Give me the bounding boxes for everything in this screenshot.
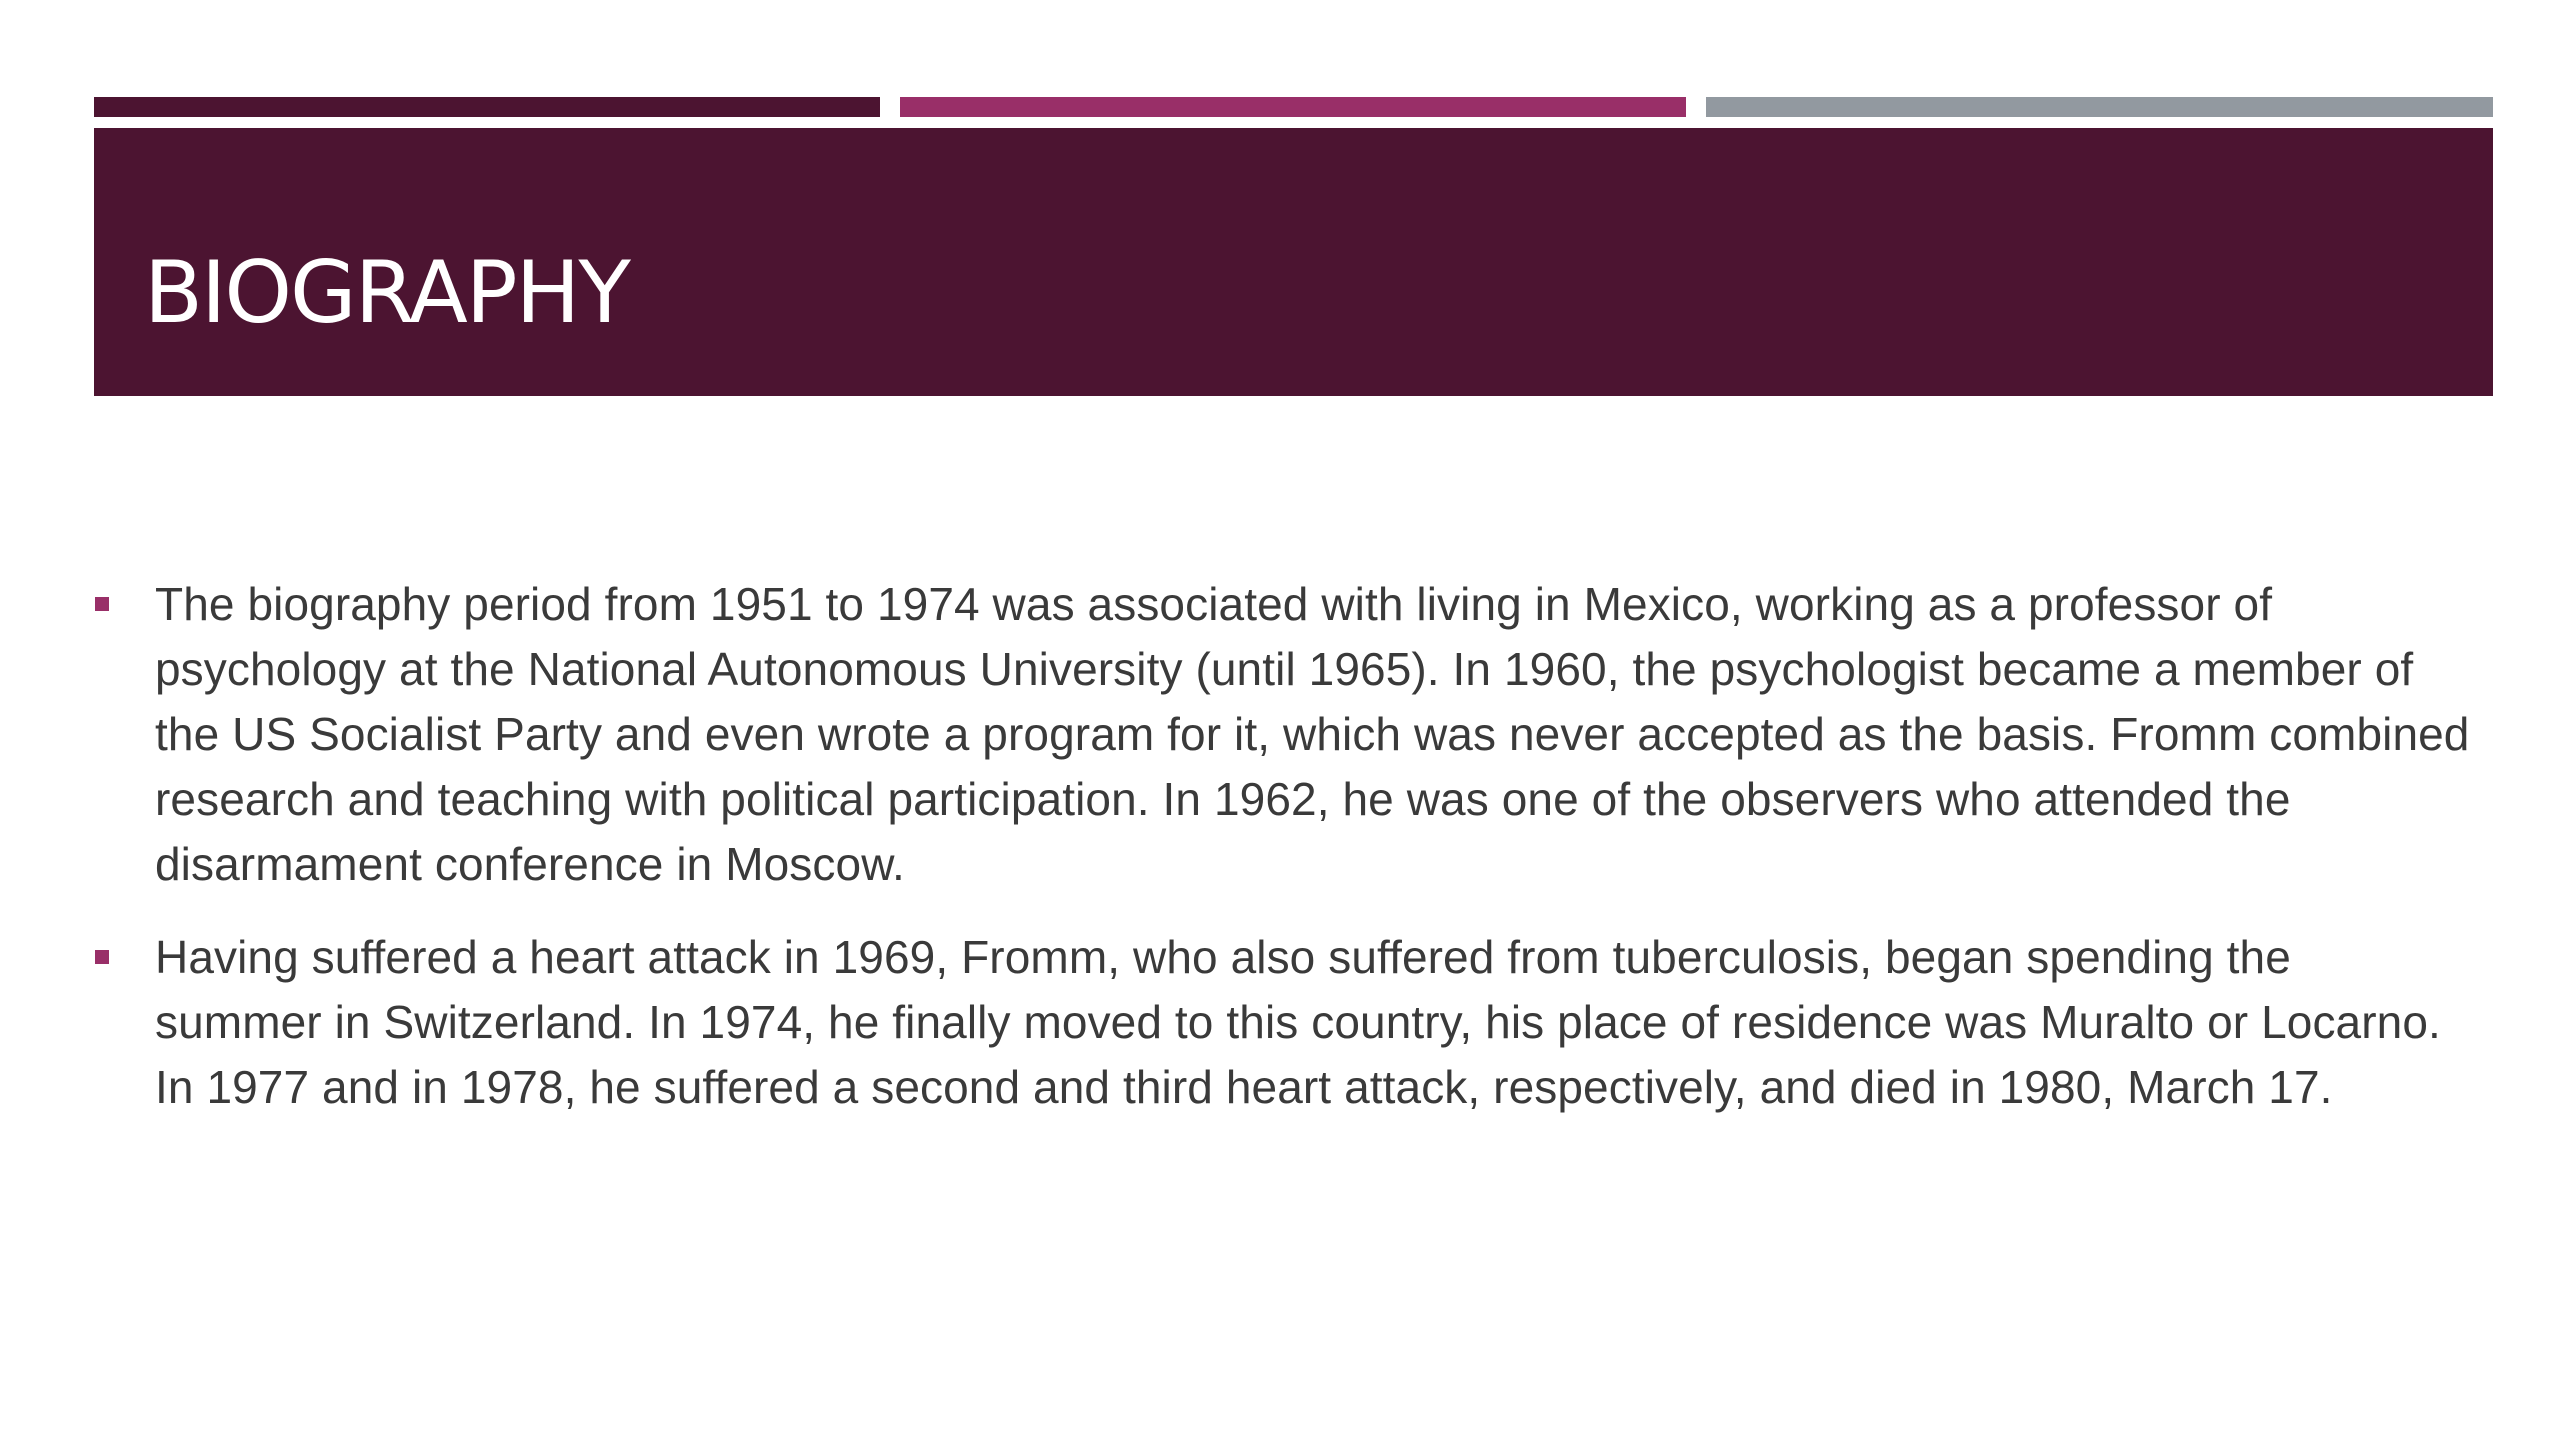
accent-bar-gray (1706, 97, 2493, 117)
accent-bar-dark (94, 97, 880, 117)
bullet-text: The biography period from 1951 to 1974 was associated with living in Mexico, working as a professor of psychology at the National Autonomous University (until 1965). In 1960, the psychologist became a member of the US Socialist Party and even wrote a program for it, which was never accepted as the basis. Fromm combined research and teaching with political participation. In 1962, he was one of the observers who attended the disarmament conference in Moscow. (155, 578, 2470, 890)
slide-title: BIOGRAPHY (144, 243, 629, 343)
square-bullet-icon (95, 597, 109, 611)
bullet-list (90, 572, 2470, 1148)
accent-bar-magenta (900, 97, 1686, 117)
bullet-item (90, 572, 2470, 897)
bullet-text: Having suffered a heart attack in 1969, Fromm, who also suffered from tuberculosis, began spending the summer in Switzerland. In 1974, he finally moved to this country, his place of residence was Muralto or Locarno. In 1977 and in 1978, he suffered a second and third heart attack, respectively, and died in 1980, March 17. (155, 931, 2441, 1113)
title-band (94, 128, 2493, 396)
square-bullet-icon (95, 950, 109, 964)
bullet-item (90, 925, 2470, 1120)
